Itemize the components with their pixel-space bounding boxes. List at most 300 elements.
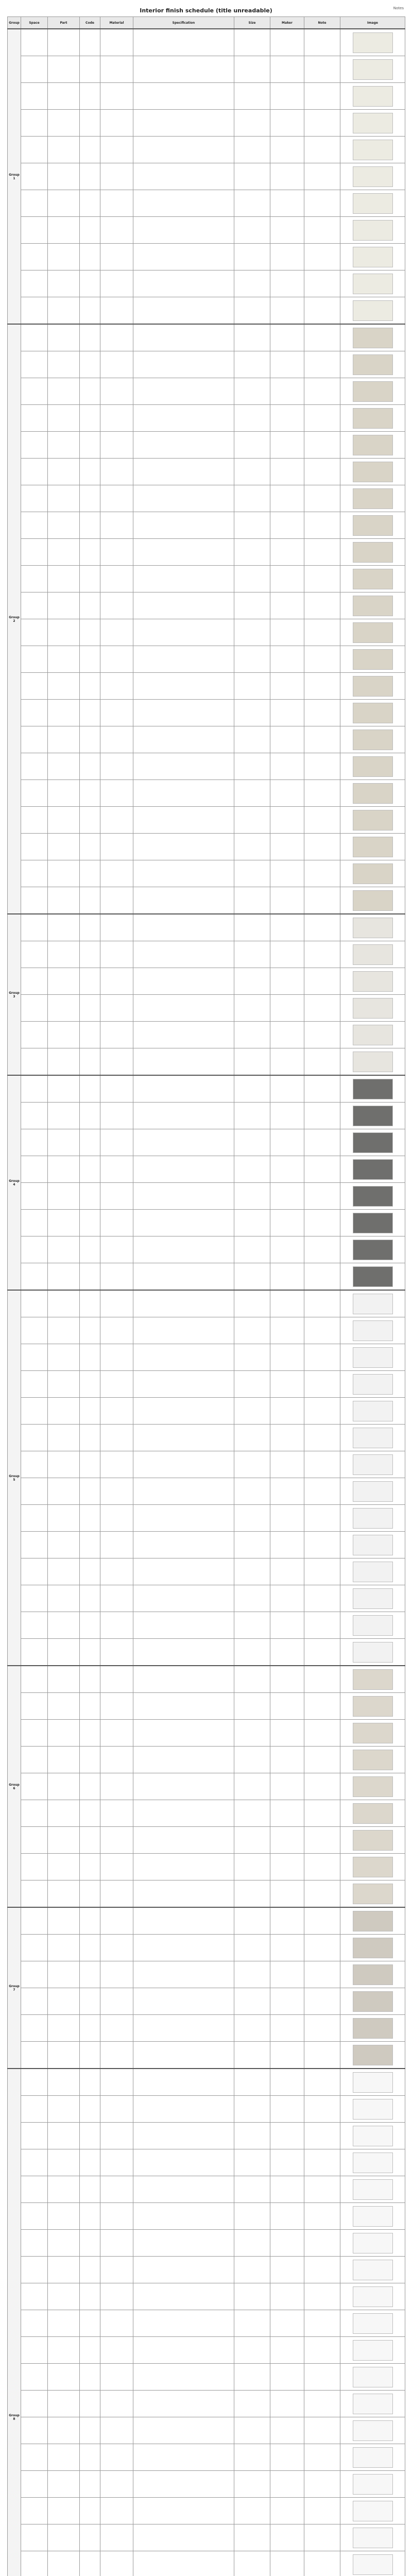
part-cell [48,700,80,726]
maker-cell [270,2364,304,2391]
material-swatch [353,2501,393,2521]
space-cell [21,2498,48,2524]
schedule-row [8,351,405,378]
maker-cell [270,2230,304,2257]
schedule-row [8,592,405,619]
specification-cell [133,270,234,297]
space-cell [21,1505,48,1532]
material-cell [100,1022,133,1048]
material-swatch [353,1106,393,1126]
space-cell [21,2042,48,2069]
note-cell [304,1263,340,1291]
part-cell [48,1532,80,1558]
specification-cell [133,1827,234,1854]
schedule-row [8,1558,405,1585]
specification-cell [133,1720,234,1747]
material-cell [100,1210,133,1236]
space-cell [21,1693,48,1720]
part-cell [48,2364,80,2391]
maker-cell [270,1263,304,1291]
material-cell [100,1371,133,1398]
material-cell [100,1263,133,1291]
material-cell [100,2149,133,2176]
size-cell [234,2391,270,2417]
group-label: Group 1 [8,29,21,324]
note-cell [304,2391,340,2417]
swatch-cell [340,2203,405,2230]
size-cell [234,834,270,860]
size-cell [234,619,270,646]
schedule-row [8,2417,405,2444]
schedule-row [8,1854,405,1880]
space-cell [21,1907,48,1935]
schedule-row [8,56,405,83]
size-cell [234,1183,270,1210]
material-cell [100,56,133,83]
legend-note: Notes [393,6,404,10]
part-cell [48,887,80,914]
material-cell [100,1961,133,1988]
part-cell [48,485,80,512]
size-cell [234,351,270,378]
maker-cell [270,217,304,244]
size-cell [234,1398,270,1425]
maker-cell [270,566,304,592]
schedule-row [8,1183,405,1210]
schedule-row [8,324,405,351]
space-cell [21,2364,48,2391]
space-cell [21,2310,48,2337]
header-part: Part [48,17,80,29]
size-cell [234,1532,270,1558]
material-swatch [353,703,393,723]
code-cell [80,297,100,325]
code-cell [80,1371,100,1398]
swatch-cell [340,190,405,217]
material-swatch [353,998,393,1019]
material-swatch [353,542,393,563]
swatch-cell [340,2498,405,2524]
specification-cell [133,2524,234,2551]
note-cell [304,2283,340,2310]
material-swatch [353,676,393,697]
size-cell [234,2551,270,2576]
note-cell [304,1022,340,1048]
schedule-row [8,2337,405,2364]
space-cell [21,405,48,432]
specification-cell [133,1344,234,1371]
swatch-cell [340,1371,405,1398]
swatch-cell [340,1800,405,1827]
size-cell [234,1344,270,1371]
size-cell [234,1773,270,1800]
material-cell [100,1103,133,1129]
code-cell [80,566,100,592]
size-cell [234,2123,270,2149]
size-cell [234,1612,270,1639]
size-cell [234,995,270,1022]
schedule-row [8,110,405,137]
schedule-row [8,2551,405,2576]
schedule-row [8,378,405,405]
material-cell [100,673,133,700]
note-cell [304,378,340,405]
material-swatch [353,2340,393,2361]
size-cell [234,110,270,137]
maker-cell [270,137,304,163]
part-cell [48,1317,80,1344]
size-cell [234,485,270,512]
maker-cell [270,1156,304,1183]
specification-cell [133,2015,234,2042]
material-cell [100,566,133,592]
size-cell [234,1988,270,2015]
material-cell [100,190,133,217]
note-cell [304,2149,340,2176]
note-cell [304,244,340,270]
code-cell [80,485,100,512]
schedule-row [8,539,405,566]
note-cell [304,887,340,914]
specification-cell [133,217,234,244]
swatch-cell [340,1585,405,1612]
material-swatch [353,1294,393,1314]
maker-cell [270,539,304,566]
swatch-cell [340,1263,405,1291]
material-cell [100,1720,133,1747]
size-cell [234,2230,270,2257]
note-cell [304,807,340,834]
note-cell [304,2471,340,2498]
maker-cell [270,270,304,297]
part-cell [48,1451,80,1478]
part-cell [48,1156,80,1183]
specification-cell [133,2391,234,2417]
swatch-cell [340,1961,405,1988]
material-cell [100,459,133,485]
material-swatch [353,86,393,107]
swatch-cell [340,1532,405,1558]
header-maker: Maker [270,17,304,29]
swatch-cell [340,753,405,780]
part-cell [48,1290,80,1317]
specification-cell [133,1935,234,1961]
part-cell [48,1666,80,1693]
part-cell [48,1827,80,1854]
material-swatch [353,1588,393,1609]
material-swatch [353,1857,393,1877]
space-cell [21,2444,48,2471]
code-cell [80,137,100,163]
size-cell [234,244,270,270]
code-cell [80,1048,100,1076]
part-cell [48,2149,80,2176]
header-space: Space [21,17,48,29]
part-cell [48,995,80,1022]
specification-cell [133,2123,234,2149]
swatch-cell [340,297,405,325]
part-cell [48,2444,80,2471]
space-cell [21,110,48,137]
specification-cell [133,137,234,163]
material-swatch [353,1213,393,1233]
material-swatch [353,1884,393,1904]
note-cell [304,2337,340,2364]
note-cell [304,485,340,512]
maker-cell [270,297,304,325]
space-cell [21,2123,48,2149]
material-cell [100,1639,133,1666]
schedule-row [8,646,405,673]
swatch-cell [340,83,405,110]
material-swatch [353,1723,393,1743]
code-cell [80,217,100,244]
space-cell [21,2257,48,2283]
space-cell [21,2417,48,2444]
code-cell [80,539,100,566]
space-cell [21,1210,48,1236]
material-swatch [353,1481,393,1502]
size-cell [234,1558,270,1585]
code-cell [80,1183,100,1210]
specification-cell [133,1210,234,1236]
space-cell [21,1263,48,1291]
specification-cell [133,56,234,83]
material-cell [100,2417,133,2444]
specification-cell [133,1639,234,1666]
maker-cell [270,432,304,459]
specification-cell [133,753,234,780]
code-cell [80,1585,100,1612]
code-cell [80,914,100,941]
material-swatch [353,1803,393,1824]
material-swatch [353,140,393,160]
schedule-row [8,753,405,780]
material-cell [100,1558,133,1585]
note-cell [304,1666,340,1693]
specification-cell [133,378,234,405]
maker-cell [270,807,304,834]
specification-cell [133,1451,234,1478]
maker-cell [270,2015,304,2042]
part-cell [48,780,80,807]
space-cell [21,324,48,351]
swatch-cell [340,807,405,834]
header-group: Group [8,17,21,29]
space-cell [21,56,48,83]
maker-cell [270,1827,304,1854]
code-cell [80,807,100,834]
note-cell [304,860,340,887]
note-cell [304,2417,340,2444]
swatch-cell [340,217,405,244]
part-cell [48,2551,80,2576]
note-cell [304,1720,340,1747]
note-cell [304,512,340,539]
material-swatch [353,488,393,509]
note-cell [304,1693,340,1720]
maker-cell [270,1425,304,1451]
swatch-cell [340,512,405,539]
schedule-row [8,1317,405,1344]
note-cell [304,941,340,968]
material-cell [100,914,133,941]
code-cell [80,1907,100,1935]
maker-cell [270,1505,304,1532]
material-cell [100,1532,133,1558]
schedule-row [8,1156,405,1183]
swatch-cell [340,1156,405,1183]
part-cell [48,1075,80,1103]
note-cell [304,2524,340,2551]
schedule-row [8,1800,405,1827]
maker-cell [270,968,304,995]
size-cell [234,1022,270,1048]
note-cell [304,700,340,726]
material-swatch [353,1347,393,1368]
code-cell [80,2096,100,2123]
part-cell [48,807,80,834]
material-swatch [353,113,393,133]
note-cell [304,351,340,378]
code-cell [80,995,100,1022]
note-cell [304,217,340,244]
specification-cell [133,1075,234,1103]
specification-cell [133,1612,234,1639]
schedule-row [8,1532,405,1558]
code-cell [80,351,100,378]
specification-cell [133,539,234,566]
schedule-row [8,29,405,56]
material-cell [100,351,133,378]
maker-cell [270,2337,304,2364]
material-cell [100,2444,133,2471]
schedule-row [8,2096,405,2123]
part-cell [48,1558,80,1585]
maker-cell [270,83,304,110]
specification-cell [133,1263,234,1291]
specification-cell [133,1129,234,1156]
material-swatch [353,2420,393,2441]
specification-cell [133,110,234,137]
note-cell [304,2444,340,2471]
material-cell [100,1425,133,1451]
specification-cell [133,2230,234,2257]
size-cell [234,1425,270,1451]
size-cell [234,2444,270,2471]
specification-cell [133,1048,234,1076]
header-specification: Specification [133,17,234,29]
material-cell [100,2498,133,2524]
space-cell [21,1532,48,1558]
material-swatch [353,2179,393,2200]
swatch-cell [340,941,405,968]
schedule-row [8,780,405,807]
maker-cell [270,1907,304,1935]
material-swatch [353,971,393,992]
specification-cell [133,1478,234,1505]
swatch-cell [340,1425,405,1451]
specification-cell [133,995,234,1022]
specification-cell [133,2471,234,2498]
size-cell [234,1827,270,1854]
specification-cell [133,887,234,914]
code-cell [80,646,100,673]
material-swatch [353,1750,393,1770]
part-cell [48,2417,80,2444]
code-cell [80,1290,100,1317]
space-cell [21,163,48,190]
part-cell [48,1935,80,1961]
size-cell [234,2364,270,2391]
space-cell [21,1022,48,1048]
specification-cell [133,1988,234,2015]
swatch-cell [340,2015,405,2042]
maker-cell [270,2283,304,2310]
maker-cell [270,941,304,968]
size-cell [234,1129,270,1156]
size-cell [234,2283,270,2310]
maker-cell [270,1398,304,1425]
note-cell [304,539,340,566]
specification-cell [133,1854,234,1880]
note-cell [304,2364,340,2391]
space-cell [21,1827,48,1854]
note-cell [304,592,340,619]
material-cell [100,1156,133,1183]
material-cell [100,1183,133,1210]
code-cell [80,110,100,137]
schedule-row [8,2203,405,2230]
swatch-cell [340,2096,405,2123]
code-cell [80,1558,100,1585]
specification-cell [133,2176,234,2203]
size-cell [234,1880,270,1908]
space-cell [21,726,48,753]
specification-cell [133,2337,234,2364]
schedule-row [8,1747,405,1773]
swatch-cell [340,1344,405,1371]
specification-cell [133,726,234,753]
document-title: Interior finish schedule (title unreadable) [140,7,272,14]
code-cell [80,324,100,351]
code-cell [80,2149,100,2176]
material-swatch [353,2206,393,2227]
specification-cell [133,1317,234,1344]
schedule-row [8,459,405,485]
material-cell [100,968,133,995]
note-cell [304,56,340,83]
specification-cell [133,566,234,592]
schedule-row [8,1505,405,1532]
code-cell [80,2230,100,2257]
code-cell [80,1317,100,1344]
space-cell [21,2471,48,2498]
space-cell [21,1398,48,1425]
space-cell [21,83,48,110]
schedule-row [8,2257,405,2283]
group-label: Group 7 [8,1907,21,2069]
specification-cell [133,1961,234,1988]
part-cell [48,512,80,539]
note-cell [304,1558,340,1585]
header-material: Material [100,17,133,29]
material-swatch [353,462,393,482]
space-cell [21,485,48,512]
part-cell [48,297,80,325]
note-cell [304,1451,340,1478]
specification-cell [133,1800,234,1827]
